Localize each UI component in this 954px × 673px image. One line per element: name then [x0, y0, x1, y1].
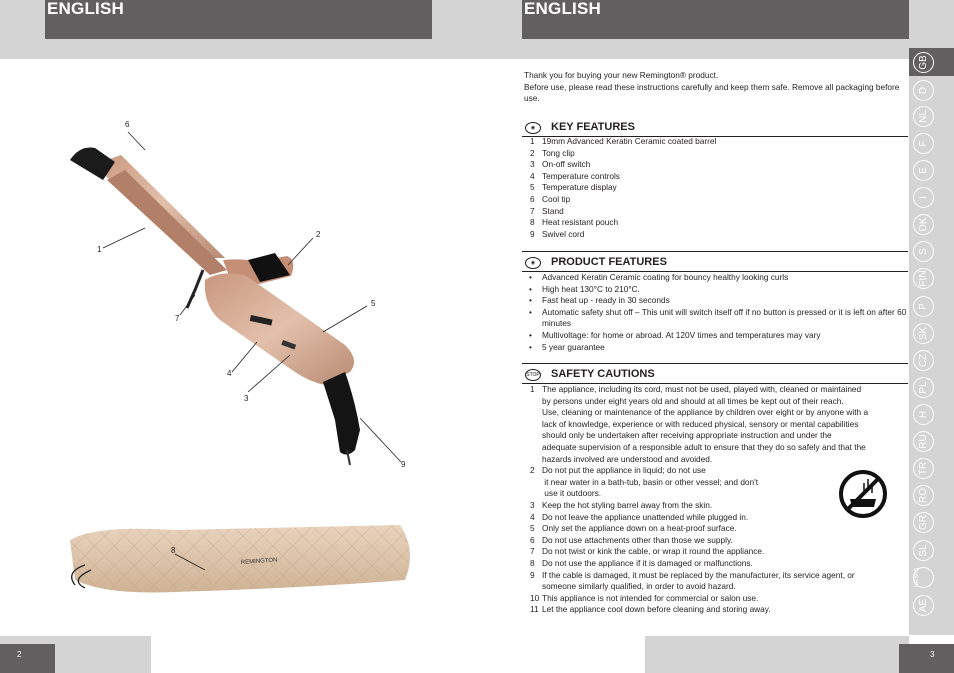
- safety-item: [522, 546, 908, 558]
- item-number: 5: [530, 523, 535, 534]
- language-tab-gr[interactable]: GR: [913, 512, 934, 533]
- callout-8: 8: [171, 546, 176, 555]
- eye-icon: ◉: [525, 257, 541, 269]
- callout-5: 5: [371, 299, 376, 308]
- item-line: Let the appliance cool down before cleaning and storing away.: [542, 604, 771, 615]
- bullet: •: [529, 272, 532, 282]
- item-number: 2: [530, 147, 535, 158]
- language-tab-d[interactable]: D: [913, 80, 934, 101]
- item-number: 2: [530, 465, 535, 476]
- page-number-box-left: [0, 644, 55, 673]
- item-line: by persons under eight years old and should at all times be kept out of their reach.: [542, 395, 844, 406]
- item-text: Temperature display: [542, 182, 617, 193]
- key-feature-item: [522, 194, 908, 206]
- eye-icon: ◉: [525, 122, 541, 134]
- item-number: 10: [530, 592, 540, 603]
- item-text: 19mm Advanced Keratin Ceramic coated barrel: [542, 136, 717, 146]
- key-features-title: KEY FEATURES: [551, 121, 635, 133]
- key-feature-item: [522, 217, 908, 229]
- item-number: 5: [530, 182, 535, 193]
- stop-icon: STOP: [525, 369, 541, 381]
- item-number: 3: [530, 159, 535, 170]
- item-text: Swivel cord: [542, 228, 585, 239]
- bullet: •: [529, 306, 532, 317]
- language-tab-s[interactable]: S: [913, 241, 934, 262]
- item-line: Do not use attachments other than those we supply.: [542, 534, 733, 545]
- language-tab-ro[interactable]: RO: [913, 485, 934, 506]
- language-tab-p[interactable]: P: [913, 296, 934, 317]
- item-text: Cool tip: [542, 193, 571, 204]
- page-number-right: 3: [930, 650, 935, 659]
- safety-item: [522, 570, 908, 593]
- intro-line: Thank you for buying your new Remington® product.: [524, 70, 719, 80]
- item-text: On-off switch: [542, 159, 591, 170]
- item-text: Stand: [542, 205, 564, 216]
- product-illustration: [55, 110, 425, 620]
- language-tab-e[interactable]: E: [913, 160, 934, 181]
- item-number: 8: [530, 217, 535, 228]
- item-text: Automatic safety shut off – This unit will switch itself off if no button is pressed or it is left on after 60 minutes: [542, 306, 907, 329]
- product-feature-item: [522, 295, 908, 307]
- item-line: Do not put the appliance in liquid; do not use: [542, 465, 706, 476]
- bullet: •: [529, 295, 532, 306]
- item-text: High heat 130°C to 210°C.: [542, 283, 640, 294]
- left-page-title: ENGLISH: [47, 0, 124, 18]
- item-text: Fast heat up - ready in 30 seconds: [542, 295, 670, 306]
- item-number: 8: [530, 557, 535, 568]
- language-tab-h[interactable]: H: [913, 404, 934, 425]
- callout-2: 2: [316, 230, 321, 239]
- safety-item: [522, 523, 908, 535]
- item-number: 9: [530, 228, 535, 239]
- callout-3: 3: [244, 394, 249, 403]
- item-number: 4: [530, 170, 535, 181]
- item-text: 5 year guarantee: [542, 341, 605, 352]
- key-feature-item: [522, 206, 908, 218]
- left-page-header: [45, 0, 432, 39]
- footer-band-right: [645, 636, 909, 673]
- key-features-list: [522, 136, 908, 240]
- item-number: 3: [530, 499, 535, 510]
- item-line: use it outdoors.: [542, 488, 602, 499]
- item-number: 1: [530, 384, 535, 394]
- item-line: This appliance is not intended for commercial or salon use.: [542, 592, 759, 603]
- bullet: •: [529, 329, 532, 340]
- product-feature-item: [522, 307, 908, 330]
- item-line: If the cable is damaged, it must be replaced by the manufacturer, its service agent, or: [542, 569, 855, 580]
- product-feature-item: [522, 342, 908, 354]
- safety-item: [522, 384, 908, 465]
- callout-7: 7: [175, 314, 180, 323]
- item-number: 11: [530, 604, 539, 615]
- safety-item: [522, 593, 908, 605]
- language-tab-sl[interactable]: SL: [913, 540, 934, 561]
- key-feature-item: [522, 182, 908, 194]
- item-text: Temperature controls: [542, 170, 620, 181]
- key-feature-item: [522, 229, 908, 241]
- item-line: Do not twist or kink the cable, or wrap it round the appliance.: [542, 546, 765, 557]
- pouch-brand: REMINGTON: [240, 557, 278, 566]
- heat-resistant-pouch: [70, 525, 410, 593]
- curler-barrel: [93, 155, 227, 275]
- item-line: Only set the appliance down on a heat-proof surface.: [542, 523, 737, 534]
- key-feature-item: [522, 148, 908, 160]
- item-line: Use, cleaning or maintenance of the appliance by children over eight or by anyone with a: [542, 407, 869, 418]
- language-tab-gb[interactable]: GB: [913, 52, 934, 73]
- callout-9: 9: [401, 460, 406, 469]
- item-text: Advanced Keratin Ceramic coating for bouncy healthy looking curls: [542, 272, 789, 282]
- item-line: hazards involved are understood and avoided.: [542, 453, 713, 464]
- item-number: 6: [530, 534, 535, 545]
- item-line: adequate supervision of a responsible adult to ensure that they do so safely and that the: [542, 441, 866, 452]
- item-line: someone similarly qualified, in order to avoid hazard.: [542, 581, 736, 592]
- section-divider: [522, 251, 908, 252]
- key-feature-item: [522, 159, 908, 171]
- section-divider: [522, 363, 908, 364]
- swivel-cord: [323, 372, 360, 455]
- language-tab-f[interactable]: F: [913, 133, 934, 154]
- item-number: 7: [530, 205, 535, 216]
- item-line: Do not use the appliance if it is damaged or malfunctions.: [542, 557, 753, 568]
- language-tab-sk[interactable]: SK: [913, 323, 934, 344]
- safety-item: [522, 558, 908, 570]
- item-number: 6: [530, 193, 535, 204]
- key-feature-item: [522, 136, 908, 148]
- item-line: The appliance, including its cord, must not be used, played with, cleaned or maintained: [542, 384, 862, 394]
- item-number: 7: [530, 546, 535, 557]
- item-line: Do not leave the appliance unattended while plugged in.: [542, 511, 749, 522]
- language-tab-dk[interactable]: DK: [913, 214, 934, 235]
- item-number: 4: [530, 511, 535, 522]
- product-feature-item: [522, 284, 908, 296]
- product-feature-item: [522, 272, 908, 284]
- no-water-icon: [838, 469, 888, 519]
- language-tab-hr-srb[interactable]: HR/SRB: [913, 567, 934, 588]
- safety-cautions-title: SAFETY CAUTIONS: [551, 368, 655, 380]
- language-tab-cz[interactable]: CZ: [913, 350, 934, 371]
- item-text: Multivoltage: for home or abroad. At 120V times and temperatures may vary: [542, 329, 821, 340]
- item-number: 9: [530, 569, 535, 580]
- product-features-title: PRODUCT FEATURES: [551, 256, 667, 268]
- page-number-left: 2: [17, 650, 22, 659]
- right-page-header: [522, 0, 909, 39]
- item-line: should only be undertaken after receiving appropriate instruction and under the: [542, 430, 832, 441]
- language-tab-tr[interactable]: TR: [913, 458, 934, 479]
- bullet: •: [529, 283, 532, 294]
- language-tab-ae[interactable]: AE: [913, 595, 934, 616]
- intro-text: [524, 70, 904, 105]
- callout-1: 1: [97, 245, 102, 254]
- bullet: •: [529, 341, 532, 352]
- product-feature-item: [522, 330, 908, 342]
- callout-6: 6: [125, 120, 130, 129]
- language-tab-pl[interactable]: PL: [913, 377, 934, 398]
- item-text: Heat resistant pouch: [542, 217, 619, 228]
- page-number-box-right: [899, 644, 954, 673]
- key-feature-item: [522, 171, 908, 183]
- callout-4: 4: [227, 369, 232, 378]
- item-line: it near water in a bath-tub, basin or other vessel; and don't: [542, 476, 759, 487]
- safety-item: [522, 604, 908, 616]
- product-features-list: [522, 272, 908, 353]
- item-line: lack of knowledge, experience or with reduced physical, sensory or mental capabilities: [542, 418, 859, 429]
- language-tab-i[interactable]: I: [913, 187, 934, 208]
- language-tab-fin[interactable]: FIN: [913, 268, 934, 289]
- item-number: 1: [530, 136, 535, 146]
- intro-line: Before use, please read these instructions carefully and keep them safe. Remove all packaging before use.: [524, 81, 900, 104]
- item-text: Tong clip: [542, 147, 575, 158]
- right-page-title: ENGLISH: [524, 0, 601, 18]
- language-tab-ru[interactable]: RU: [913, 431, 934, 452]
- safety-item: [522, 535, 908, 547]
- item-line: Keep the hot styling barrel away from the skin.: [542, 499, 713, 510]
- language-tab-nl[interactable]: NL: [913, 106, 934, 127]
